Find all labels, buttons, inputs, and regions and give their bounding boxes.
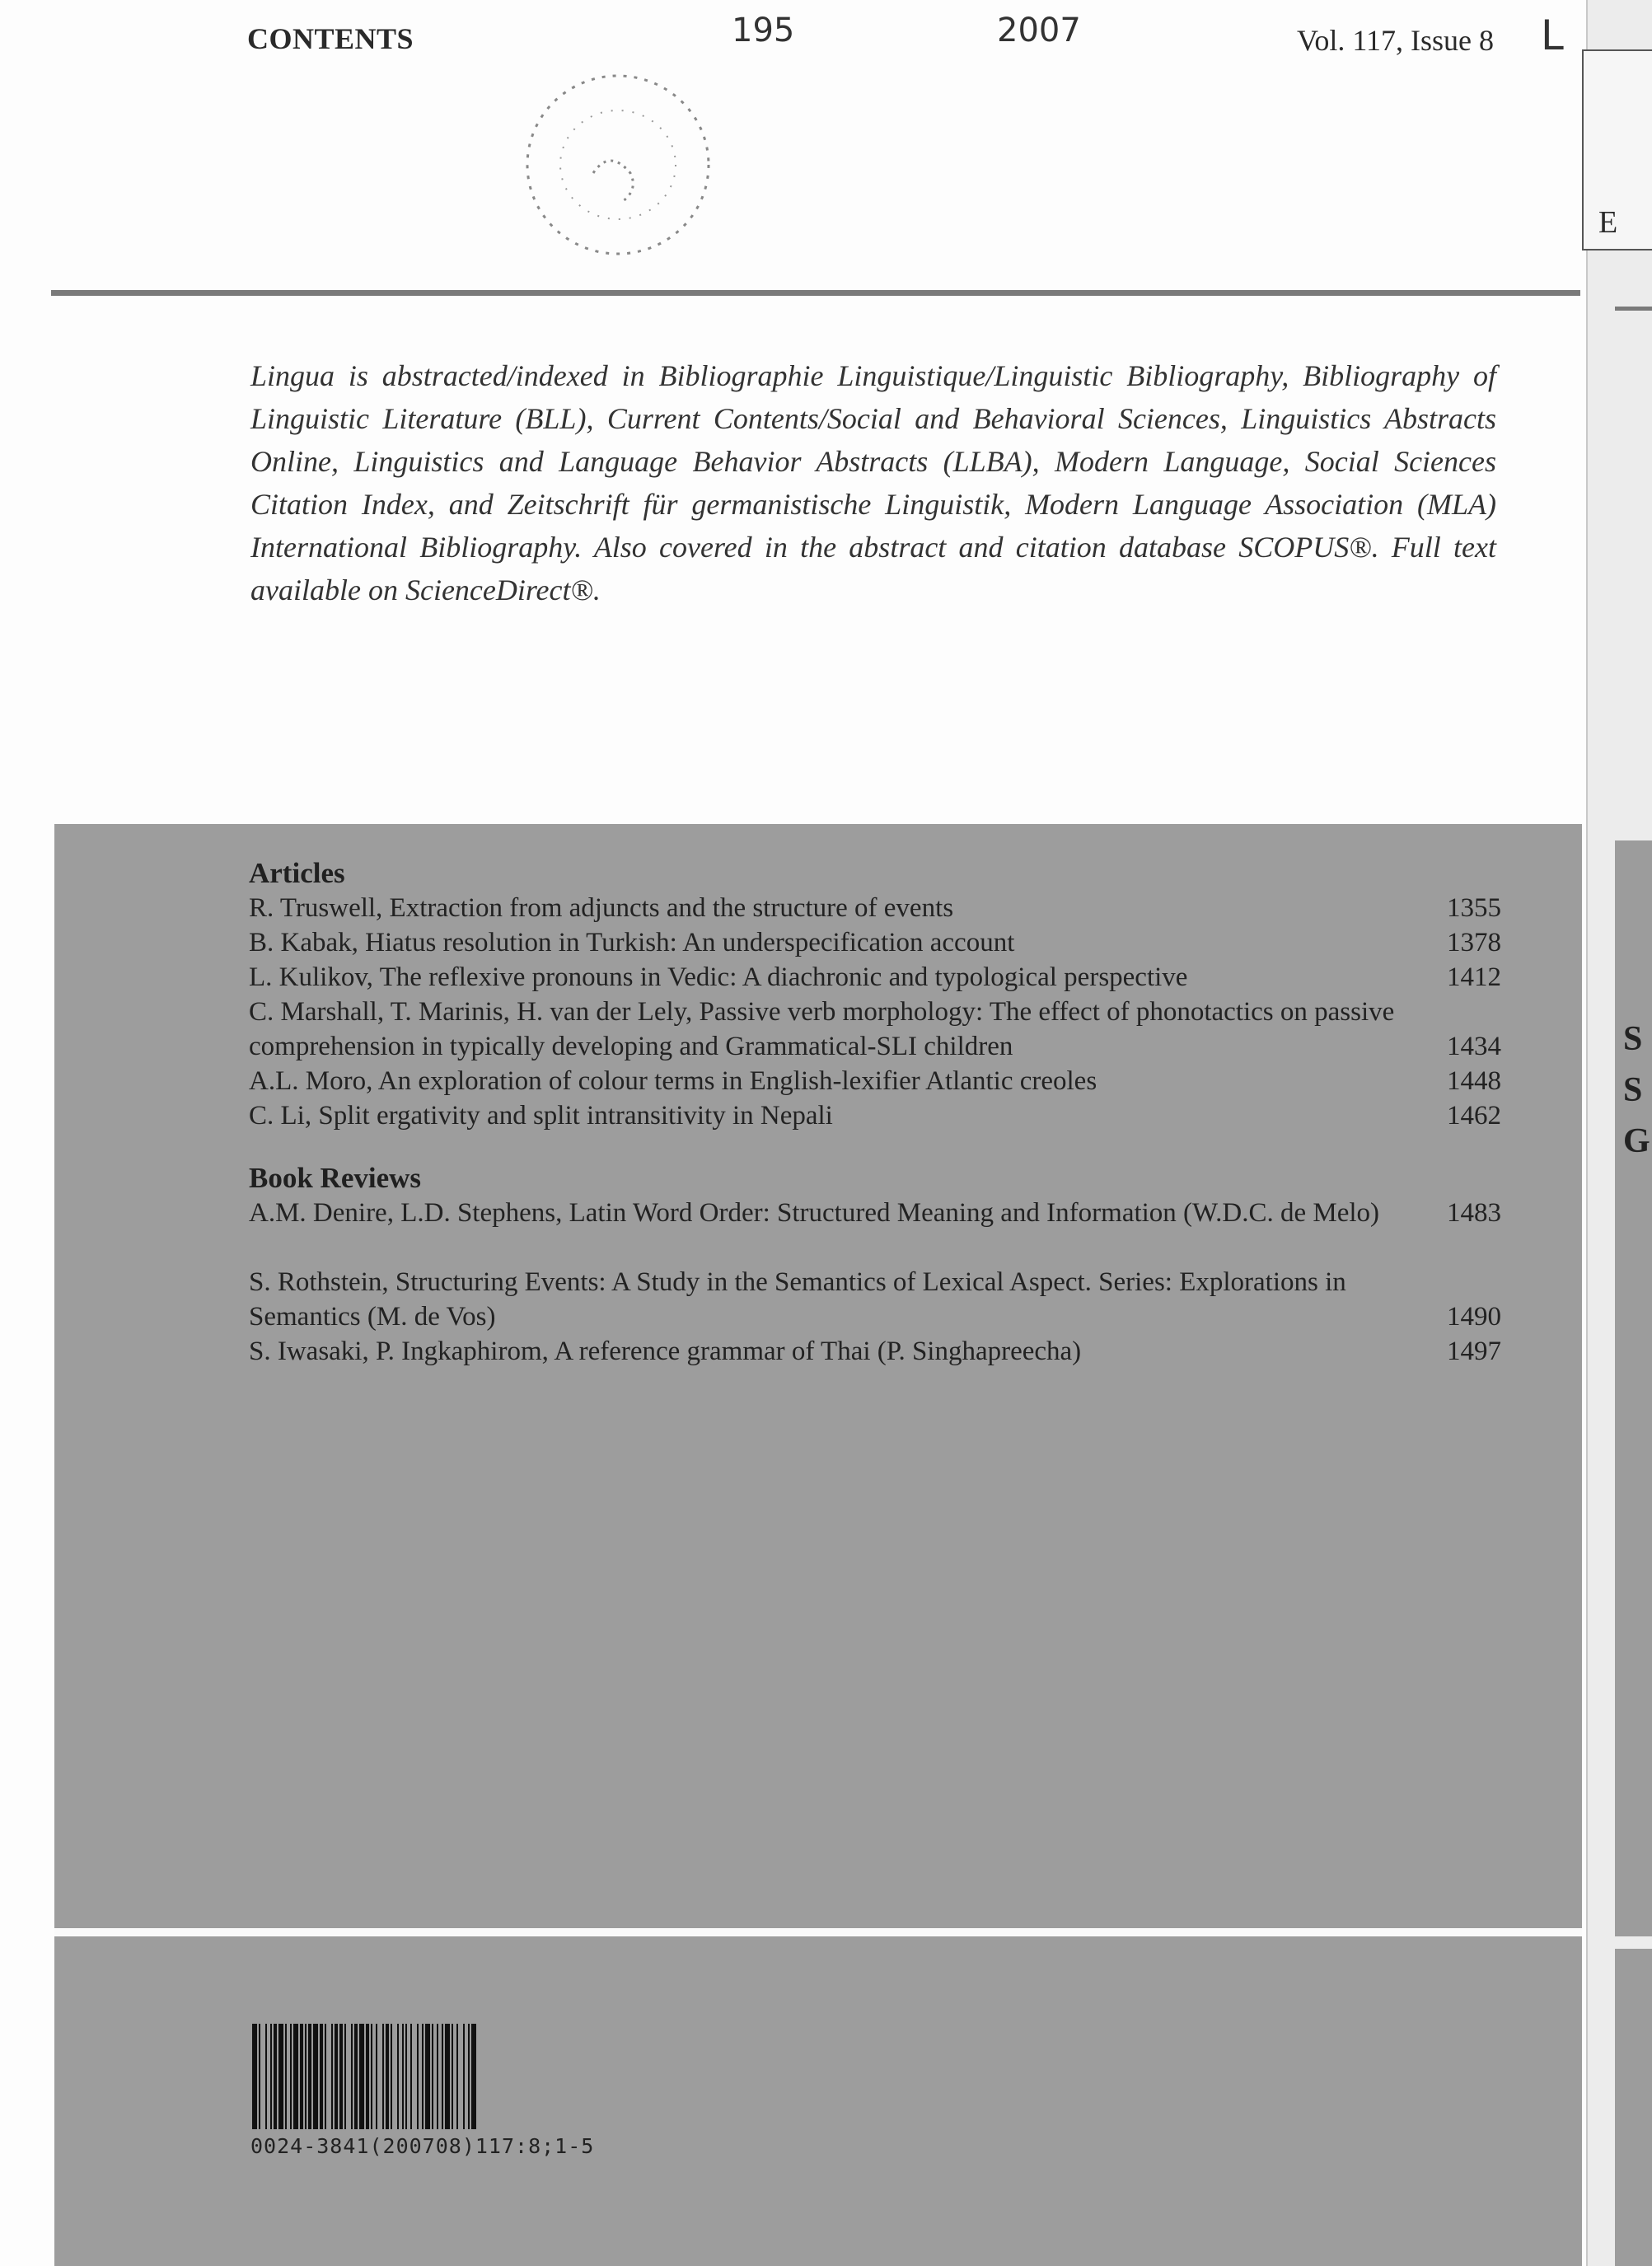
article-title: A.L. Moro, An exploration of colour terms in English-lexifier Atlantic creoles [249, 1066, 1097, 1096]
barcode-caption: 0024-3841(200708)117:8;1-5 [250, 2134, 595, 2158]
adjacent-page-box-letter: E [1598, 205, 1618, 240]
adjacent-page-gray-panel-lower [1615, 1949, 1652, 2266]
article-page-number: 1355 [1447, 893, 1501, 923]
article-entry [249, 925, 1501, 960]
review-title: S. Rothstein, Structuring Events: A Study in the Semantics of Lexical Aspect. Series: Explorations in Semantics (M. de Vos) [249, 1267, 1346, 1332]
article-entry [249, 995, 1501, 1064]
handwritten-note-letter: L [1541, 12, 1564, 59]
contents-heading: CONTENTS [247, 22, 414, 55]
adjacent-fragment-line: S [1623, 1020, 1643, 1058]
adjacent-page-gray-panel [1615, 840, 1652, 1936]
adjacent-page-box [1582, 49, 1652, 250]
faded-library-stamp-icon [494, 49, 742, 272]
book-reviews-heading: Book Reviews [249, 1162, 422, 1194]
handwritten-note-year: 2007 [997, 12, 1081, 49]
indexing-statement: Lingua is abstracted/indexed in Bibliographie Linguistique/Linguistic Bibliography, Bibliography of Linguistic Literature (BLL), Current Contents/Social and Behavioral Sciences, Linguistics Abstracts Online, Linguistics and Language Behavior Abstracts (LLBA), Modern Language, Social Sciences Citation Index, and Zeitschrift für germanistische Linguistik, Modern Language Association (MLA) International Bibliography. Also covered in the abstract and citation database SCOPUS®. Full text available on ScienceDirect®. [250, 359, 1496, 606]
article-page-number: 1462 [1447, 1101, 1501, 1131]
review-title: S. Iwasaki, P. Ingkaphirom, A reference grammar of Thai (P. Singhapreecha) [249, 1337, 1082, 1366]
article-page-number: 1448 [1447, 1066, 1501, 1096]
adjacent-page-rule [1615, 307, 1652, 311]
article-title: C. Li, Split ergativity and split intransitivity in Nepali [249, 1101, 833, 1131]
review-page-number: 1483 [1447, 1198, 1501, 1228]
article-title: L. Kulikov, The reflexive pronouns in Vedic: A diachronic and typological perspective [249, 962, 1188, 992]
article-page-number: 1378 [1447, 928, 1501, 957]
adjacent-page-text-fragment [1623, 1014, 1650, 1167]
header-divider [51, 290, 1580, 296]
review-title: A.M. Denire, L.D. Stephens, Latin Word Order: Structured Meaning and Information (W.D.C. de Melo) [249, 1198, 1380, 1228]
barcode-space [476, 2024, 478, 2129]
adjacent-fragment-line: S [1623, 1071, 1643, 1109]
article-title: B. Kabak, Hiatus resolution in Turkish: An underspecification account [249, 928, 1015, 957]
article-page-number: 1434 [1447, 1032, 1501, 1061]
article-title: R. Truswell, Extraction from adjuncts and the structure of events [249, 893, 954, 923]
handwritten-note-number: 195 [732, 12, 795, 49]
review-page-number: 1497 [1447, 1337, 1501, 1366]
article-title: C. Marshall, T. Marinis, H. van der Lely, Passive verb morphology: The effect of phonotactics on passive comprehension in typically developing and Grammatical-SLI children [249, 997, 1395, 1061]
article-page-number: 1412 [1447, 962, 1501, 992]
article-entry [249, 1064, 1501, 1098]
adjacent-fragment-line: G [1623, 1122, 1650, 1160]
review-entry [249, 1196, 1501, 1230]
review-entry [249, 1265, 1501, 1334]
article-entry [249, 891, 1501, 925]
barcode-icon [252, 2024, 700, 2129]
volume-issue-label: Vol. 117, Issue 8 [1297, 24, 1495, 57]
panel-divider [54, 1928, 1582, 1936]
review-entry [249, 1334, 1501, 1369]
article-entry [249, 960, 1501, 995]
review-page-number: 1490 [1447, 1302, 1501, 1332]
articles-heading: Articles [249, 857, 345, 889]
article-entry [249, 1098, 1501, 1133]
